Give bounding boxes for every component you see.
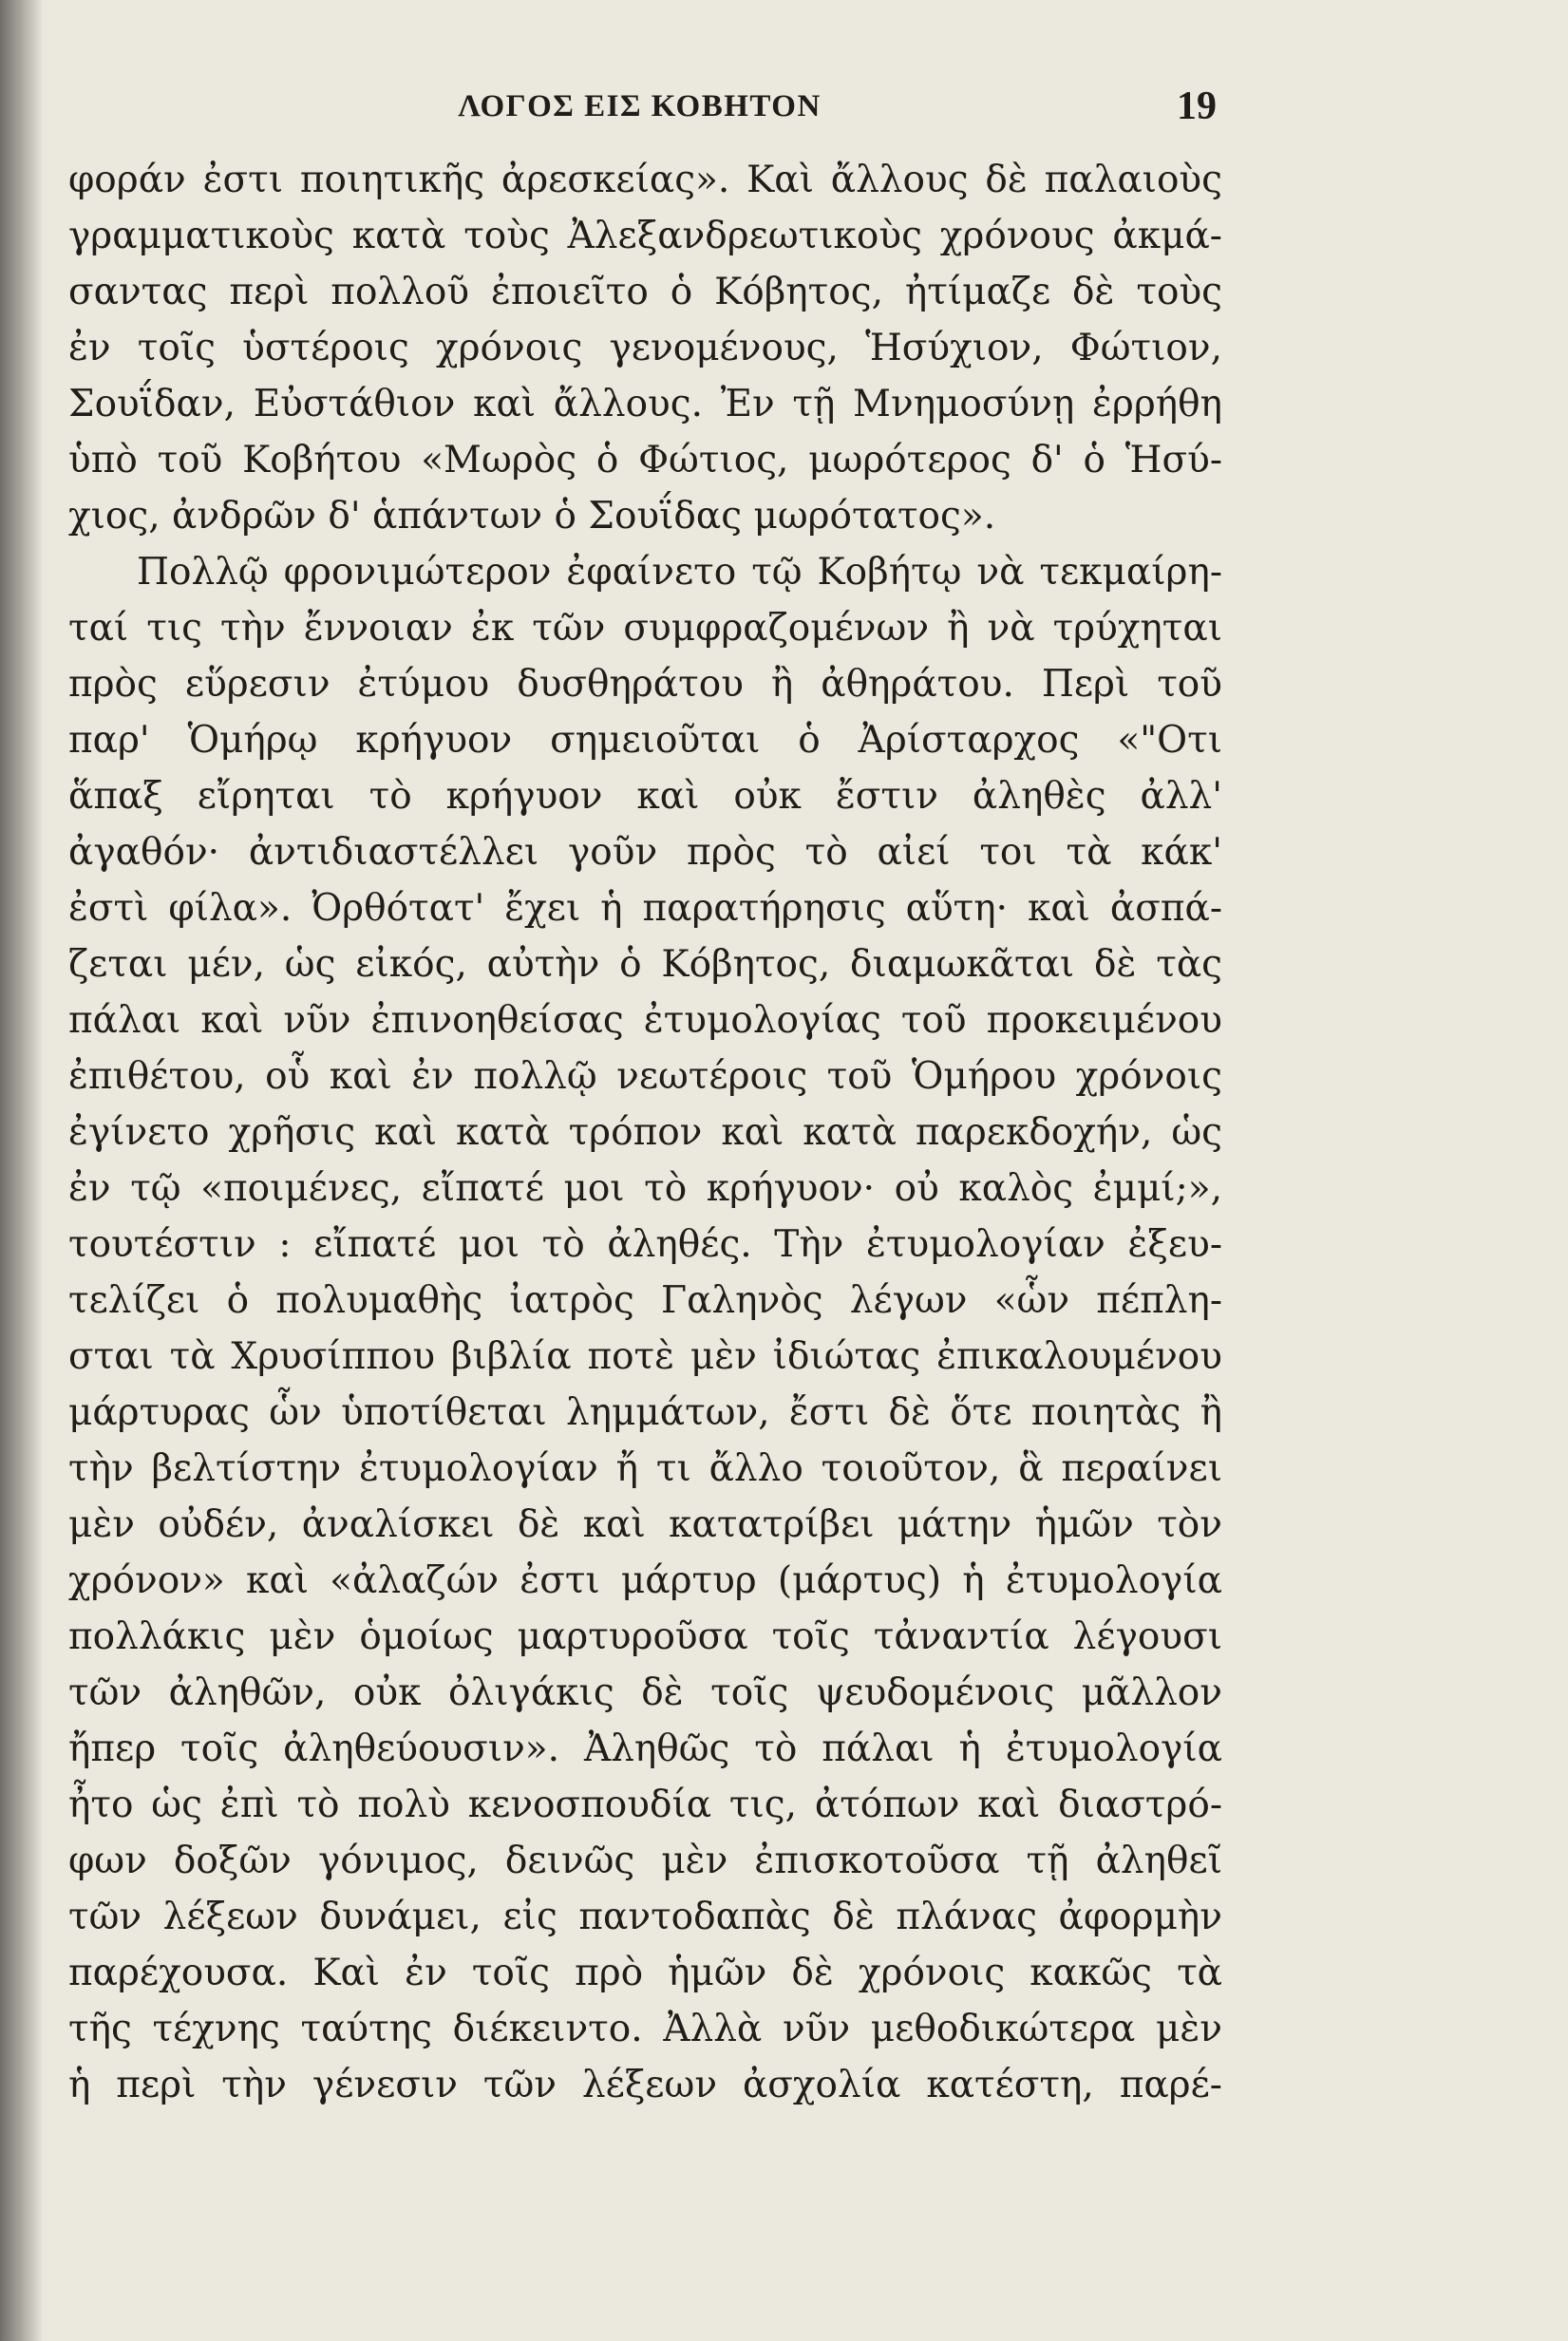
page-number: 19 [1177,85,1217,128]
text-line: ἡ περὶ τὴν γένεσιν τῶν λέξεων ἀσχολία κατέστη, παρέ- [68,2064,1222,2106]
text-line: ἦτο ὡς ἐπὶ τὸ πολὺ κενοσπουδία τις, ἀτόπων καὶ διαστρό- [68,1784,1222,1826]
text-line: ἤπερ τοῖς ἀληθεύουσιν». Ἀληθῶς τὸ πάλαι ἡ ἐτυμολογία [68,1727,1222,1770]
text-line: φων δοξῶν γόνιμος, δεινῶς μὲν ἐπισκοτοῦσα τῇ ἀληθεῖ [68,1840,1222,1882]
text-line: Σουΐδαν, Εὐστάθιον καὶ ἄλλους. Ἐν τῇ Μνημοσύνῃ ἐρρήθη [68,383,1222,425]
text-line: μὲν οὐδέν, ἀναλίσκει δὲ καὶ κατατρίβει μάτην ἡμῶν τὸν [68,1503,1222,1546]
text-line: φοράν ἐστι ποιητικῆς ἀρεσκείας». Καὶ ἄλλους δὲ παλαιοὺς [68,159,1222,201]
text-line: Πολλῷ φρονιμώτερον ἐφαίνετο τῷ Κοβήτῳ νὰ τεκμαίρη- [137,551,1222,594]
text-line: ταί τις τὴν ἔννοιαν ἐκ τῶν συμφραζομένων ἢ νὰ τρύχηται [68,607,1222,650]
text-line: γραμματικοὺς κατὰ τοὺς Ἀλεξανδρεωτικοὺς χρόνους ἀκμά- [68,215,1222,257]
text-line: πρὸς εὕρεσιν ἐτύμου δυσθηράτου ἢ ἀθηράτου. Περὶ τοῦ [68,663,1222,706]
text-line: τὴν βελτίστην ἐτυμολογίαν ἤ τι ἄλλο τοιοῦτον, ἃ περαίνει [68,1447,1222,1490]
running-title: ΛΟΓΟΣ ΕΙΣ ΚΟΒΗΤΟΝ [458,89,822,123]
text-line: ἐπιθέτου, οὗ καὶ ἐν πολλῷ νεωτέροις τοῦ Ὁμήρου χρόνοις [68,1055,1222,1098]
text-line: ἅπαξ εἴρηται τὸ κρήγυον καὶ οὐκ ἔστιν ἀληθὲς ἀλλ' [68,775,1222,818]
text-line: μάρτυρας ὧν ὑποτίθεται λημμάτων, ἔστι δὲ ὅτε ποιητὰς ἢ [68,1391,1222,1434]
body-text [68,152,1222,2113]
text-line: σται τὰ Χρυσίππου βιβλία ποτὲ μὲν ἰδιώτας ἐπικαλουμένου [68,1335,1222,1378]
text-line: πάλαι καὶ νῦν ἐπινοηθείσας ἐτυμολογίας τοῦ προκειμένου [68,999,1222,1042]
text-line: πολλάκις μὲν ὁμοίως μαρτυροῦσα τοῖς τἀναντία λέγουσι [68,1615,1222,1658]
text-line: τῶν λέξεων δυνάμει, εἰς παντοδαπὰς δὲ πλάνας ἀφορμὴν [68,1896,1222,1938]
text-line: ζεται μέν, ὡς εἰκός, αὐτὴν ὁ Κόβητος, διαμωκᾶται δὲ τὰς [68,943,1222,986]
text-line: ἐγίνετο χρῆσις καὶ κατὰ τρόπον καὶ κατὰ παρεκδοχήν, ὡς [68,1111,1222,1154]
text-line: ἀγαθόν· ἀντιδιαστέλλει γοῦν πρὸς τὸ αἰεί τοι τὰ κάκ' [68,831,1222,874]
text-line: χρόνον» καὶ «ἀλαζών ἐστι μάρτυρ (μάρτυς) ἡ ἐτυμολογία [68,1559,1222,1602]
page-gutter-shadow [0,0,44,2341]
text-line: σαντας περὶ πολλοῦ ἐποιεῖτο ὁ Κόβητος, ἠτίμαζε δὲ τοὺς [68,271,1222,313]
text-line: ἐν τοῖς ὑστέροις χρόνοις γενομένους, Ἡσύχιον, Φώτιον, [68,327,1222,369]
text-line: τελίζει ὁ πολυμαθὴς ἰατρὸς Γαληνὸς λέγων «ὧν πέπλη- [68,1279,1222,1322]
text-line: τῆς τέχνης ταύτης διέκειντο. Ἀλλὰ νῦν μεθοδικώτερα μὲν [68,2008,1222,2050]
text-line: παρέχουσα. Καὶ ἐν τοῖς πρὸ ἡμῶν δὲ χρόνοις κακῶς τὰ [68,1952,1222,1994]
text-line: ἐστὶ φίλα». Ὀρθότατ' ἔχει ἡ παρατήρησις αὕτη· καὶ ἀσπά- [68,887,1222,930]
text-line: παρ' Ὁμήρῳ κρήγυον σημειοῦται ὁ Ἀρίσταρχος «"Οτι [68,719,1222,762]
text-line: τουτέστιν : εἴπατέ μοι τὸ ἀληθές. Τὴν ἐτυμολογίαν ἐξευ- [68,1223,1222,1266]
text-line: ἐν τῷ «ποιμένες, εἴπατέ μοι τὸ κρήγυον· οὐ καλὸς ἐμμί;», [68,1167,1222,1210]
text-line: ὑπὸ τοῦ Κοβήτου «Μωρὸς ὁ Φώτιος, μωρότερος δ' ὁ Ἡσύ- [68,439,1222,481]
page-header [63,84,1217,141]
text-line: τῶν ἀληθῶν, οὐκ ὀλιγάκις δὲ τοῖς ψευδομένοις μᾶλλον [68,1671,1222,1714]
text-line: χιος, ἀνδρῶν δ' ἁπάντων ὁ Σουΐδας μωρότατος». [68,495,996,538]
